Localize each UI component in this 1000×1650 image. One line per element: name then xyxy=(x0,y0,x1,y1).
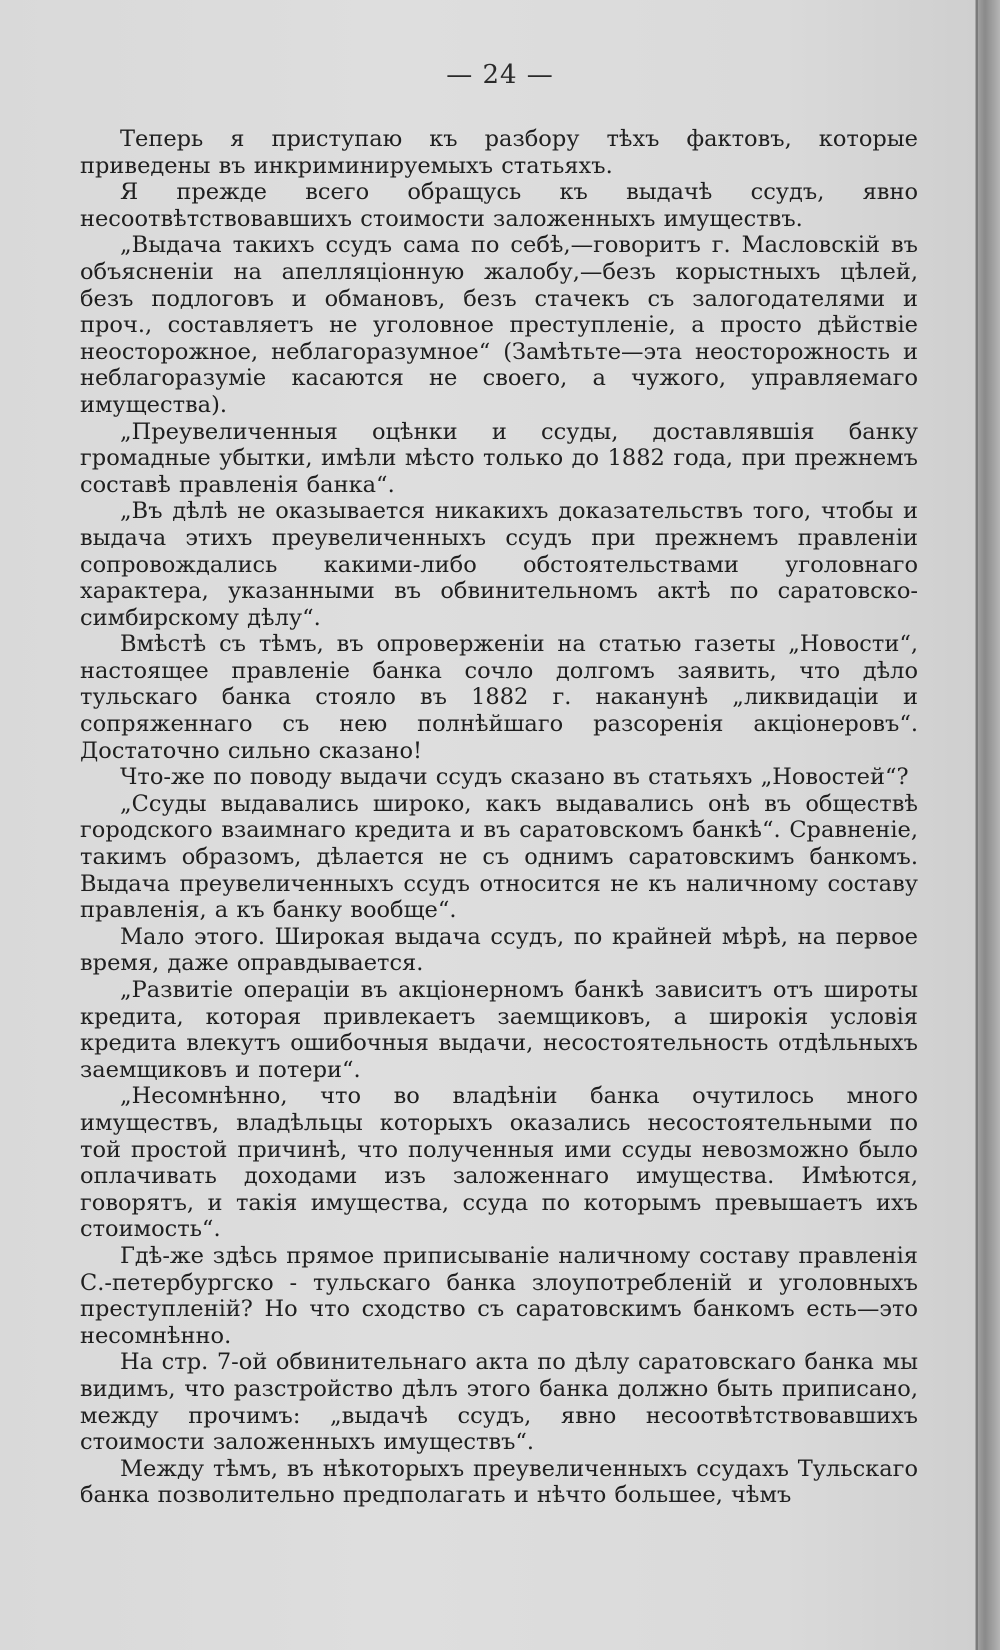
paragraph: Что-же по поводу выдачи ссудъ сказано въ статьяхъ „Новостей“? xyxy=(120,764,909,791)
paragraph: „Въ дѣлѣ не оказывается никакихъ доказательствъ того, чтобы и выдача этихъ преувеличенныхъ ссудъ при прежнемъ правленіи сопровождались какими-либо обстоятельствами уголовнаго характера, указанными въ обвинительномъ актѣ по саратовско-симбирскому дѣлу“. xyxy=(80,498,918,631)
paragraph: Между тѣмъ, въ нѣкоторыхъ преувеличенныхъ ссудахъ Тульскаго банка позволительно предполагать и нѣчто большее, чѣмъ xyxy=(80,1455,918,1509)
paragraph: Гдѣ-же здѣсь прямое приписываніе наличному составу правленія С.-петербургско - тульскаго банка злоупотребленій и уголовныхъ преступленій? Но что сходство съ саратовскимъ банкомъ есть—это несомнѣнно. xyxy=(80,1242,918,1349)
paragraph: „Несомнѣнно, что во владѣніи банка очутилось много имуществъ, владѣльцы которыхъ оказались несостоятельными по той простой причинѣ, что полученныя ими ссуды невозможно было оплачивать доходами изъ заложеннаго имущества. Имѣются, говорятъ, и такія имущества, ссуда по которымъ превышаетъ ихъ стоимость“. xyxy=(80,1083,918,1243)
page-number: — 24 — xyxy=(446,60,554,90)
paragraph: Мало этого. Широкая выдача ссудъ, по крайней мѣрѣ, на первое время, даже оправдывается. xyxy=(80,923,918,977)
page-body-text xyxy=(80,126,918,1509)
paragraph: „Преувеличенныя оцѣнки и ссуды, доставлявшія банку громадные убытки, имѣли мѣсто только до 1882 года, при прежнемъ составѣ правленія банка“. xyxy=(80,418,918,498)
paragraph: Я прежде всего обращусь къ выдачѣ ссудъ, явно несоотвѣтствовавшихъ стоимости заложенныхъ имуществъ. xyxy=(80,179,918,232)
paragraph: Вмѣстѣ съ тѣмъ, въ опроверженіи на статью газеты „Новости“, настоящее правленіе банка сочло долгомъ заявить, что дѣло тульскаго банка стояло въ 1882 г. наканунѣ „ликвидаціи и сопряженнаго съ нею полнѣйшаго разсоренія акціонеровъ“. Достаточно сильно сказано! xyxy=(80,631,918,764)
paragraph: На стр. 7-ой обвинительнаго акта по дѣлу саратовскаго банка мы видимъ, что разстройство дѣлъ этого банка должно быть приписано, между прочимъ: „выдачѣ ссудъ, явно несоотвѣтствовавшихъ стоимости заложенныхъ имуществъ“. xyxy=(80,1349,918,1456)
paragraph: „Развитіе операціи въ акціонерномъ банкѣ зависитъ отъ широты кредита, которая привлекаетъ заемщиковъ, а широкія условія кредита влекутъ ошибочныя выдачи, несостоятельность отдѣльныхъ заемщиковъ и потери“. xyxy=(80,977,918,1083)
page-edge-shadow xyxy=(975,0,1000,1650)
paragraph: „Ссуды выдавались широко, какъ выдавались онѣ въ обществѣ городского взаимнаго кредита и въ саратовскомъ банкѣ“. Сравненіе, такимъ образомъ, дѣлается не съ однимъ саратовскимъ банкомъ. Выдача преувеличенныхъ ссудъ относится не къ наличному составу правленія, а къ банку вообще“. xyxy=(80,790,918,924)
paragraph: „Выдача такихъ ссудъ сама по себѣ,—говоритъ г. Масловскій въ объясненіи на апелляціонную жалобу,—безъ корыстныхъ цѣлей, безъ подлоговъ и обмановъ, безъ стачекъ съ залогодателями и проч., составляетъ не уголовное преступленіе, а просто дѣйствіе неосторожное, неблагоразумное“ (Замѣтьте—эта неосторожность и неблагоразуміе касаются не своего, а чужого, управляемаго имущества). xyxy=(80,232,918,418)
page-edge-line xyxy=(976,0,978,1650)
paragraph: Теперь я приступаю къ разбору тѣхъ фактовъ, которые приведены въ инкриминируемыхъ статьяхъ. xyxy=(80,126,918,179)
